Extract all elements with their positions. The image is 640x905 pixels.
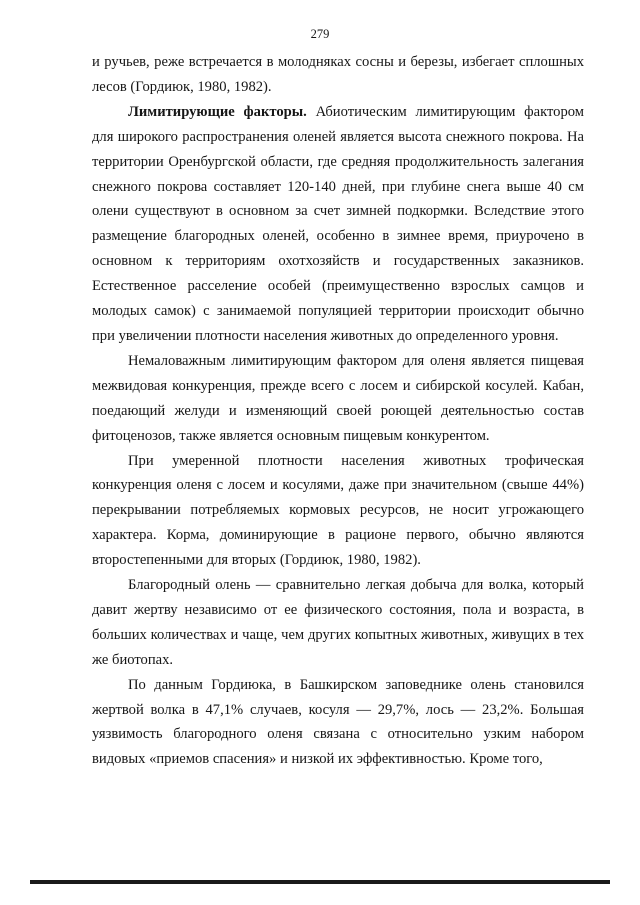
paragraph-wolf-prey <box>92 573 584 673</box>
paragraph-text: Немаловажным лимитирующим фактором для оленя является пищевая межвидовая конкуренция, прежде всего с лосем и сибирской косулей. Кабан, поедающий желуди и изменяющий своей роющей деятельностью состав фитоценозов, также является основным пищевым конкурентом. <box>92 352 584 444</box>
paragraph-continuation <box>92 50 584 100</box>
page-number: 279 <box>310 27 330 41</box>
paragraph-trophic-competition <box>92 449 584 574</box>
section-heading-limiting-factors: Лимитирующие факторы. <box>128 103 307 120</box>
paragraph-food-competition <box>92 349 584 449</box>
paragraph-limiting-factors <box>92 100 584 349</box>
paragraph-text: Благородный олень — сравнительно легкая добыча для волка, который давит жертву независимо от ее физического состояния, пола и возраста, в больших количествах и чаще, чем других копытных животных, живущих в тех же биотопах. <box>92 577 584 668</box>
paragraph-bashkir-reserve <box>92 673 584 773</box>
paragraph-text: По данным Гордиюка, в Башкирском заповеднике олень становился жертвой волка в 47,1% случаев, косуля — 29,7%, лось — 23,2%. Большая уязвимость благородного оленя связана с относительно узким набором видовых «приемов спасения» и низкой их эффективностью. Кроме того, <box>92 676 584 768</box>
paragraph-text: и ручьев, реже встречается в молодняках сосны и березы, избегает сплошных лесов (Гордиюк, 1980, 1982). <box>92 54 584 95</box>
paragraph-text: При умеренной плотности населения животных трофическая конкуренция оленя с лосем и косулями, даже при значительном (свыше 44%) перекрывании потребляемых кормовых ресурсов, не носит угрожающего характера. Корма, доминирующие в рационе первого, обычно являются второстепенными для вторых (Гордиюк, 1980, 1982). <box>92 452 584 569</box>
page-body <box>92 50 584 772</box>
bottom-rule <box>30 880 610 884</box>
paragraph-text: Абиотическим лимитирующим фактором для широкого распространения оленей является высота снежного покрова. На территории Оренбургской области, где средняя продолжительность залегания снежного покрова составляет 120-140 дней, при глубине снега выше 40 см олени существуют в основном за счет зимней подкормки. Вследствие этого размещение благородных оленей, особенно в зимнее время, приурочено в основном к территориям охотхозяйств и государственных заказников. Естественное расселение особей (преимущественно взрослых самцов и молодых самок) с занимаемой популяцией территории происходит обычно при увеличении плотности населения животных до определенного уровня. <box>92 103 584 344</box>
